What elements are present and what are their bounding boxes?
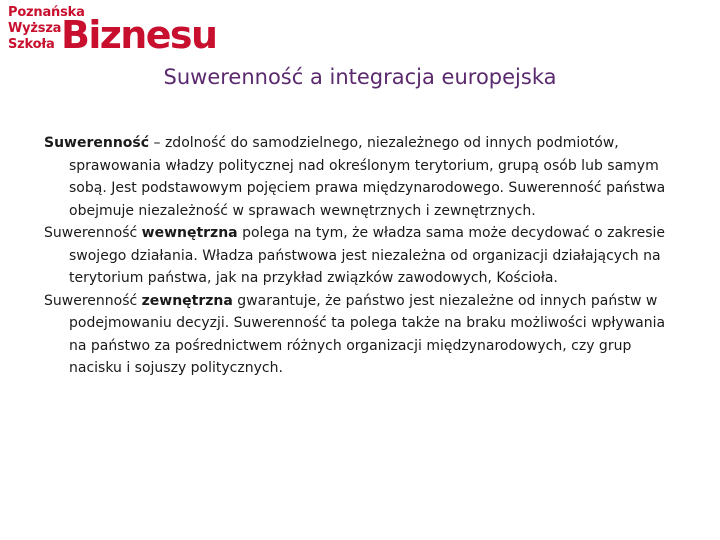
paragraph-internal bbox=[44, 222, 684, 290]
logo-line-3: Szkoła bbox=[8, 37, 55, 52]
term-internal: wewnętrzna bbox=[141, 225, 238, 241]
school-logo bbox=[8, 4, 217, 57]
internal-text: polega na tym, że władza sama może decydować o zakresie swojego działania. Władza państwowa jest niezależna od organizacji działających na terytorium państwa, jak na przykład związków zawodowych, Kościoła. bbox=[69, 225, 666, 286]
logo-line-1: Poznańska bbox=[8, 5, 85, 20]
paragraph-definition bbox=[44, 132, 684, 222]
external-text: gwarantuje, że państwo jest niezależne od innych państw w podejmowaniu decyzji. Suwerenność ta polega także na braku możliwości wpływania na państwo za pośrednictwem różnych organizacji międzynarodowych, czy grup nacisku i sojuszy politycznych. bbox=[69, 292, 666, 376]
logo-wordmark: Biznesu bbox=[61, 13, 217, 57]
slide-title: Suwerenność a integracja europejska bbox=[163, 65, 557, 89]
internal-prefix: Suwerenność bbox=[44, 225, 142, 241]
slide-body bbox=[44, 132, 684, 380]
definition-text: – zdolność do samodzielnego, niezależnego od innych podmiotów, sprawowania władzy politycznej nad określonym terytorium, grupą osób lub samym sobą. Jest podstawowym pojęciem prawa międzynarodowego. Suwerenność państwa obejmuje niezależność w sprawach wewnętrznych i zewnętrznych. bbox=[69, 135, 666, 219]
term-sovereignty: Suwerenność bbox=[44, 135, 150, 151]
logo-line-2: Wyższa bbox=[8, 21, 62, 36]
external-prefix: Suwerenność bbox=[44, 292, 142, 309]
term-external: zewnętrzna bbox=[141, 292, 233, 309]
paragraph-external bbox=[44, 290, 684, 380]
